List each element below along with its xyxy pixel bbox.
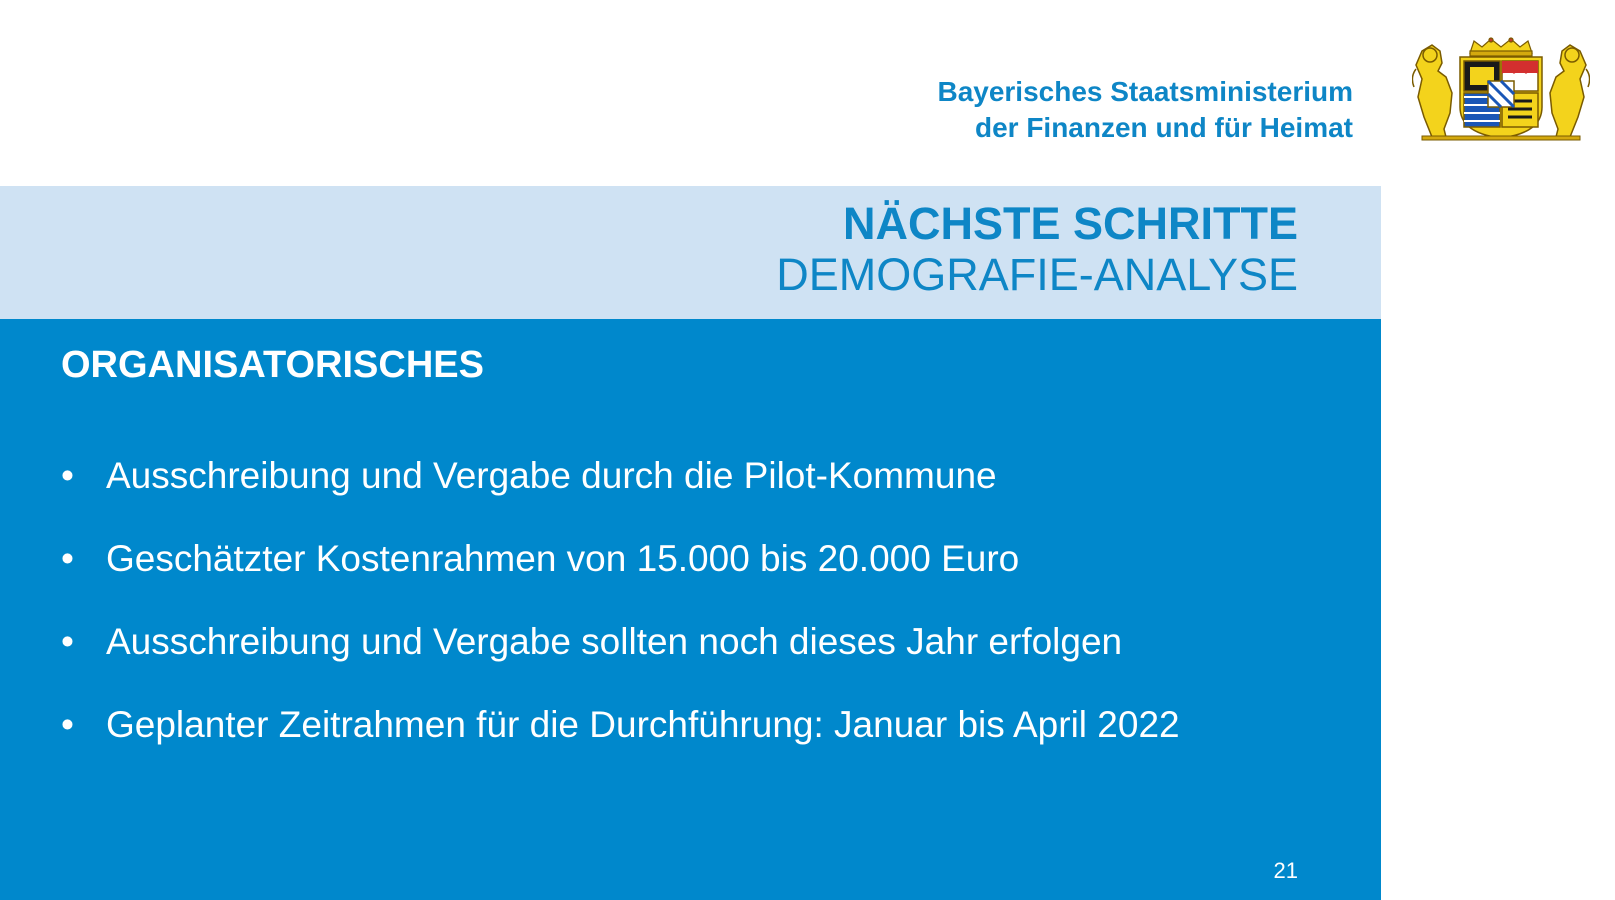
bullet-text: Ausschreibung und Vergabe sollten noch dieses Jahr erfolgen: [106, 621, 1123, 662]
ministry-name-line1: Bayerisches Staatsministerium: [937, 76, 1353, 107]
page-number: 21: [1273, 858, 1298, 883]
ministry-name: [937, 74, 1353, 146]
slide-title: NÄCHSTE SCHRITTE: [842, 198, 1298, 249]
bullet-icon: •: [61, 455, 74, 496]
bullet-icon: •: [61, 704, 74, 745]
bullet-text: Geschätzter Kostenrahmen von 15.000 bis 20.000 Euro: [106, 538, 1020, 579]
bullet-text: Ausschreibung und Vergabe durch die Pilot-Kommune: [106, 455, 997, 496]
section-heading: ORGANISATORISCHES: [61, 344, 484, 386]
slide-subtitle: DEMOGRAFIE-ANALYSE: [776, 249, 1298, 300]
title-band: [0, 186, 1381, 319]
bullet-icon: •: [61, 621, 74, 662]
bavarian-coat-of-arms-icon: [1412, 37, 1590, 141]
bullet-text: Geplanter Zeitrahmen für die Durchführung: Januar bis April 2022: [106, 704, 1180, 745]
content-area: [0, 319, 1381, 900]
bullet-icon: •: [61, 538, 74, 579]
ministry-name-line2: der Finanzen und für Heimat: [974, 112, 1353, 143]
